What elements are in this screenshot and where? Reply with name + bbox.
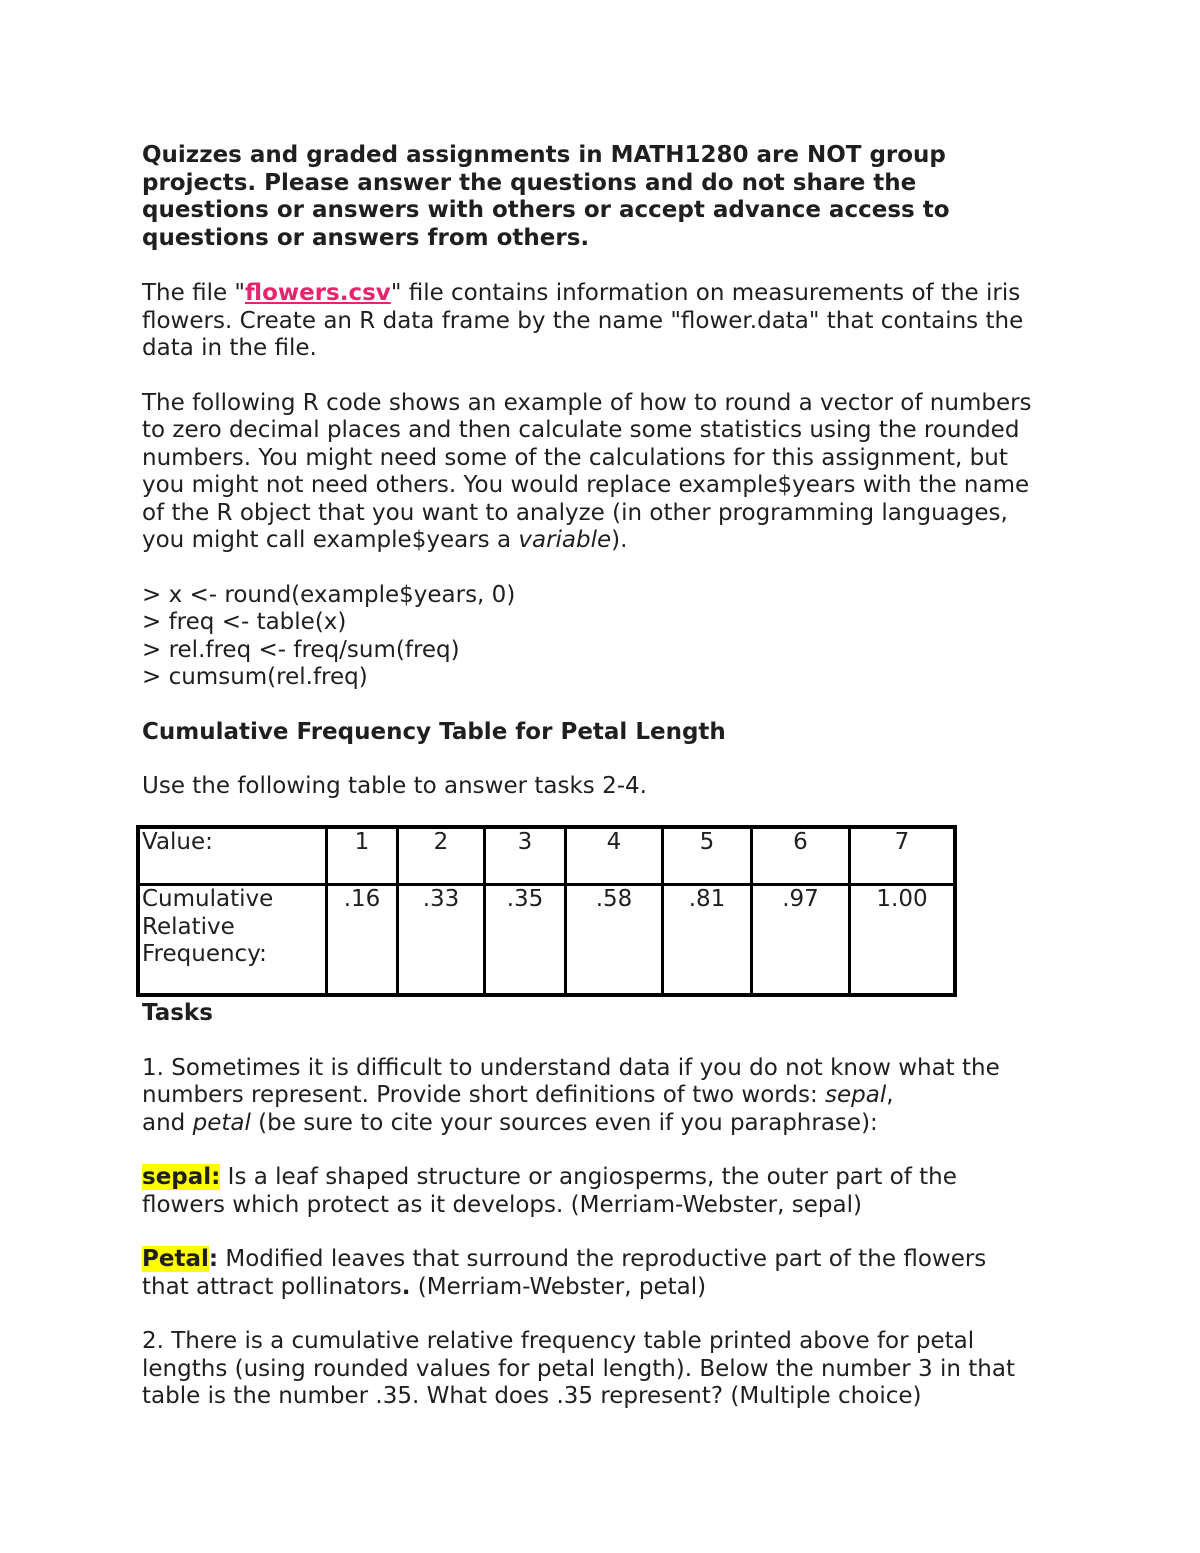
table-cell: 6 (752, 827, 850, 885)
task-text: (be sure to cite your sources even if you paraphrase): (250, 1109, 878, 1136)
table-heading: Cumulative Frequency Table for Petal Length (142, 718, 726, 745)
academic-honesty-notice (142, 142, 1062, 252)
document-page (142, 142, 1062, 1409)
task-text: , (886, 1082, 894, 1108)
table-cell: 1.00 (850, 885, 956, 996)
definition-text: (Merriam-Webster, petal) (410, 1273, 707, 1300)
table-cell: .33 (398, 885, 485, 996)
code-line: > x <- round(example$years, 0) (142, 581, 516, 608)
definition-line (142, 1274, 1062, 1302)
table-cell: .35 (485, 885, 566, 996)
explanation-line: numbers. You might need some of the calculations for this assignment, but (142, 444, 1008, 471)
task-line: lengths (using rounded values for petal length). Below the number 3 in that (142, 1355, 1015, 1382)
code-line: > rel.freq <- freq/sum(freq) (142, 636, 460, 663)
file-prefix: The file " (142, 280, 246, 306)
code-explanation-paragraph (142, 390, 1062, 555)
task-line: 2. There is a cumulative relative frequency table printed above for petal (142, 1328, 975, 1354)
file-paragraph (142, 280, 1062, 363)
definition-text: that attract pollinators (142, 1273, 402, 1300)
explanation-text: ). (611, 527, 628, 553)
definition-period: . (401, 1273, 411, 1300)
definition-text: Modified leaves that surround the reproductive part of the flowers (218, 1246, 987, 1272)
definition-line (142, 1164, 1062, 1192)
table-cell: 7 (850, 827, 956, 885)
task-text: numbers represent. Provide short definitions of two words: (142, 1082, 826, 1108)
row-label-line: Relative (142, 913, 235, 940)
notice-line: Quizzes and graded assignments in MATH1280 are NOT group (142, 142, 946, 168)
table-cell: .16 (327, 885, 398, 996)
table-cell: 2 (398, 827, 485, 885)
table-cell: 5 (663, 827, 752, 885)
flowers-csv-link[interactable]: flowers.csv (245, 280, 391, 306)
petal-colon: : (208, 1246, 219, 1272)
table-cell: .58 (566, 885, 663, 996)
table-cell: 3 (485, 827, 566, 885)
row-label-line: Cumulative (142, 886, 274, 912)
definition-text: Is a leaf shaped structure or angiosperms, the outer part of the (220, 1164, 957, 1190)
petal-term: petal (192, 1109, 251, 1136)
table-intro: Use the following table to answer tasks 2-4. (142, 773, 647, 799)
explanation-text: you might call example$years a (142, 527, 519, 553)
task-line (142, 1082, 1062, 1110)
petal-definition (142, 1246, 1062, 1301)
row-label-cumulative (138, 885, 327, 996)
table-cell: .97 (752, 885, 850, 996)
cumulative-frequency-table (136, 825, 957, 997)
petal-label: Petal (142, 1246, 209, 1272)
file-paragraph-line: data in the file. (142, 335, 317, 361)
r-code-block (142, 582, 1062, 692)
tasks-heading: Tasks (142, 1000, 213, 1026)
notice-line: questions or answers from others. (142, 224, 590, 251)
row-label-value: Value: (138, 827, 327, 885)
row-label-line: Frequency: (142, 941, 267, 967)
task-line (142, 1110, 1062, 1138)
code-line: > freq <- table(x) (142, 609, 347, 635)
task-line: table is the number .35. What does .35 represent? (Multiple choice) (142, 1383, 922, 1409)
explanation-line: to zero decimal places and then calculate some statistics using the rounded (142, 417, 1020, 443)
explanation-line: of the R object that you want to analyze (in other programming languages, (142, 499, 1008, 526)
table-row-value (138, 827, 955, 885)
definition-line (142, 1246, 1062, 1274)
sepal-term: sepal (825, 1082, 887, 1108)
table-cell: 4 (566, 827, 663, 885)
file-paragraph-line: flowers. Create an R data frame by the name "flower.data" that contains the (142, 307, 1024, 334)
task-2 (142, 1328, 1062, 1411)
table-cell: 1 (327, 827, 398, 885)
notice-line: questions or answers with others or accept advance access to (142, 197, 950, 223)
variable-term: variable (518, 527, 612, 553)
code-line: > cumsum(rel.freq) (142, 664, 368, 690)
tasks-section (142, 1000, 1062, 1411)
task-text: and (142, 1109, 193, 1136)
definition-line: flowers which protect as it develops. (Merriam-Webster, sepal) (142, 1191, 862, 1218)
sepal-definition (142, 1164, 1062, 1219)
table-cell: .81 (663, 885, 752, 996)
explanation-line (142, 527, 1062, 555)
table-row-cumulative (138, 885, 955, 996)
file-suffix: " file contains information on measurements of the iris (390, 280, 1021, 306)
sepal-label: sepal: (142, 1164, 221, 1190)
task-1 (142, 1055, 1062, 1138)
explanation-line: The following R code shows an example of how to round a vector of numbers (142, 389, 1032, 416)
explanation-line: you might not need others. You would replace example$years with the name (142, 472, 1030, 498)
file-paragraph-line (142, 280, 1062, 308)
notice-line: projects. Please answer the questions and do not share the (142, 169, 917, 196)
task-line: 1. Sometimes it is difficult to understand data if you do not know what the (142, 1054, 1000, 1081)
